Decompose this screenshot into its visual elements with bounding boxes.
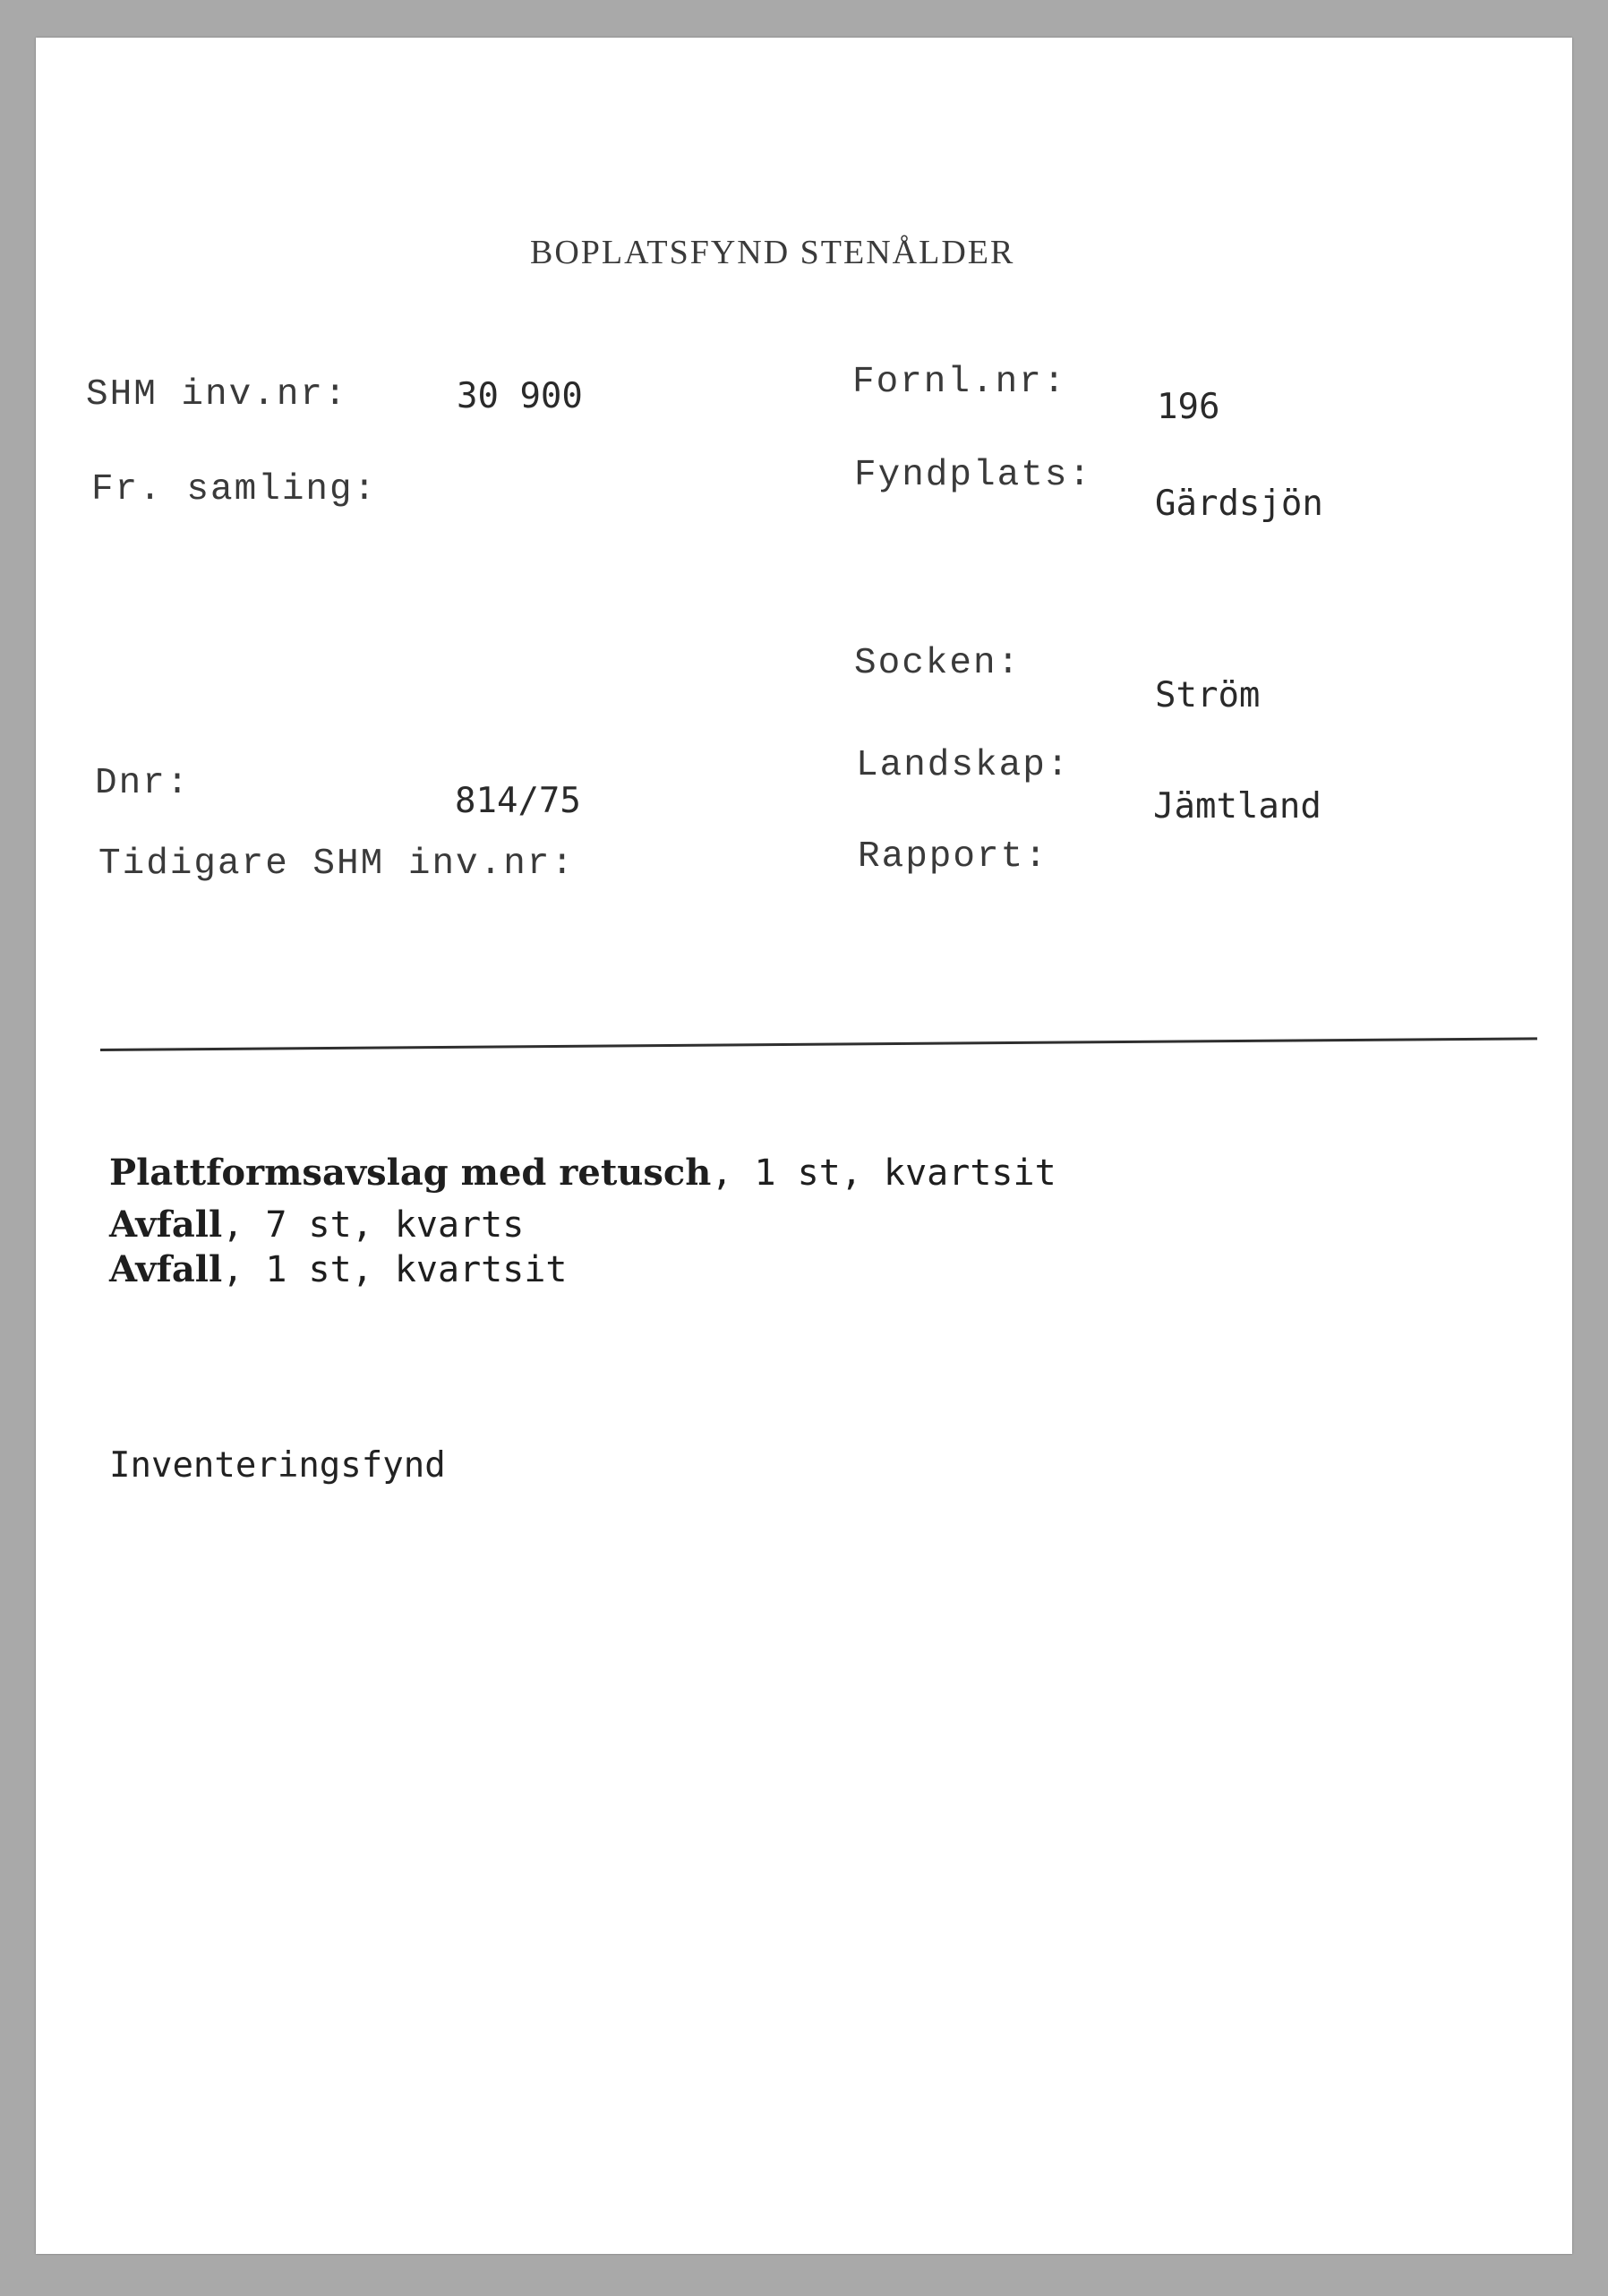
fr-samling-label: Fr. samling: [91, 469, 378, 510]
fyndplats-value: Gärdsjön [1155, 484, 1323, 524]
find-detail: , 1 st, kvartsit [222, 1249, 568, 1290]
fornl-label: Fornl.nr: [852, 362, 1067, 403]
find-detail: , 7 st, kvarts [222, 1204, 525, 1246]
socken-value: Ström [1155, 675, 1261, 715]
socken-label: Socken: [854, 643, 1022, 684]
note-text: Inventeringsfynd [109, 1445, 446, 1486]
fornl-value: 196 [1157, 387, 1220, 427]
card-title: BOPLATSFYND STENÅLDER [530, 234, 1015, 271]
find-item [109, 1152, 1056, 1194]
find-name: Avfall [109, 1248, 223, 1290]
catalog-card [36, 38, 1572, 2254]
find-name: Avfall [109, 1204, 223, 1246]
find-item [109, 1248, 567, 1290]
fyndplats-label: Fyndplats: [854, 455, 1093, 496]
divider-line [100, 1037, 1537, 1051]
landskap-value: Jämtland [1153, 786, 1321, 827]
dnr-value: 814/75 [455, 781, 581, 821]
find-item [109, 1204, 524, 1246]
find-name: Plattformsavslag med retusch [109, 1152, 712, 1194]
rapport-label: Rapport: [858, 836, 1048, 878]
landskap-label: Landskap: [856, 745, 1071, 786]
tidigare-shm-inv-label: Tidigare SHM inv.nr: [98, 844, 576, 885]
find-detail: , 1 st, kvartsit [711, 1152, 1056, 1194]
shm-inv-value: 30 900 [457, 376, 583, 416]
shm-inv-label: SHM inv.nr: [86, 374, 348, 416]
dnr-label: Dnr: [95, 763, 191, 804]
